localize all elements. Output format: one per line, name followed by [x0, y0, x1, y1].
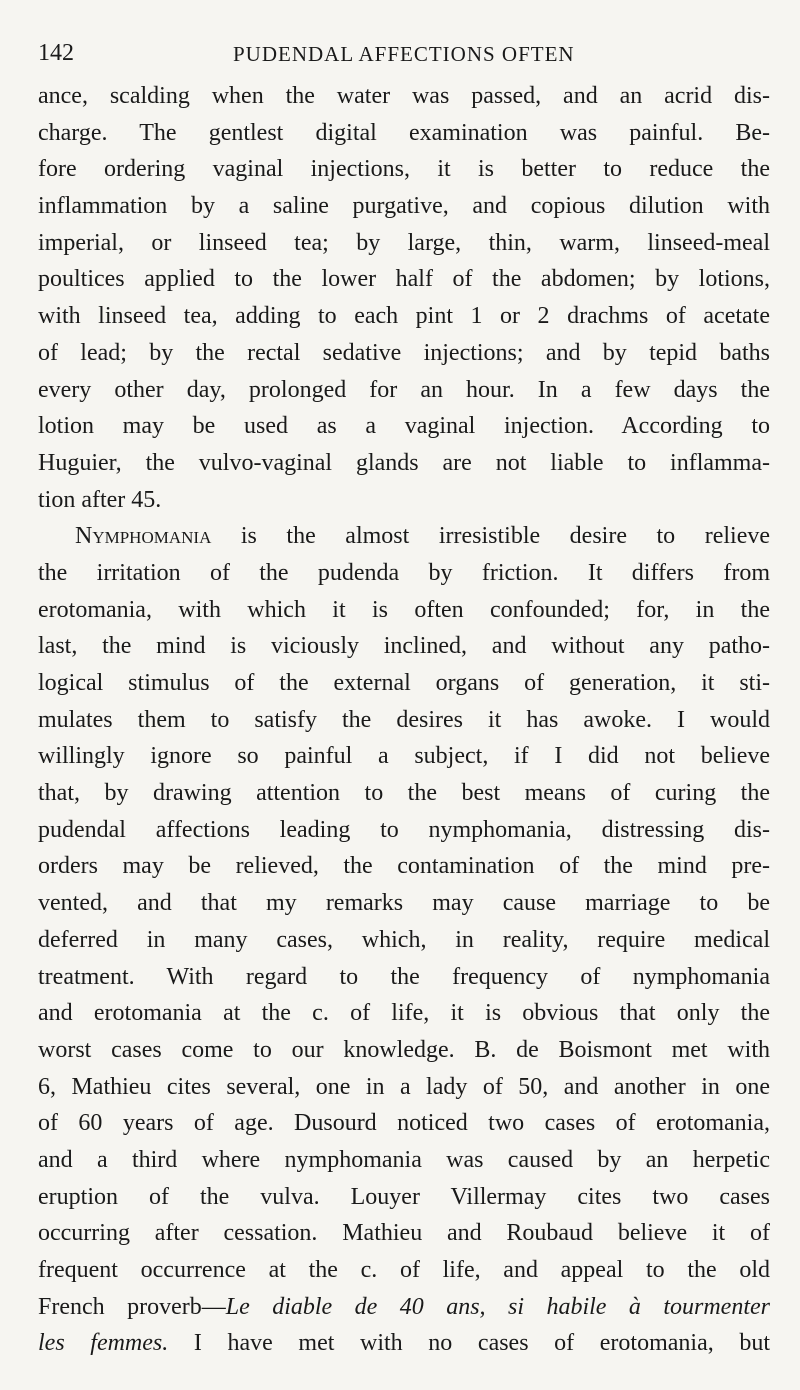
text-line: lotion may be used as a vaginal injection. According to	[38, 413, 770, 440]
text-line: poultices applied to the lower half of the abdomen; by lotions,	[38, 266, 770, 293]
text-line: frequent occurrence at the c. of life, and appeal to the old	[38, 1257, 770, 1283]
text-line: tion after 45.	[38, 486, 162, 513]
proverb-line	[38, 1289, 770, 1326]
text-line: deferred in many cases, which, in reality, require medical	[38, 926, 770, 953]
text-line: eruption of the vulva. Louyer Villermay cites two cases	[38, 1183, 770, 1210]
text-line: with linseed tea, adding to each pint 1 or 2 drachms of acetate	[38, 303, 770, 330]
text-line: and a third where nymphomania was caused by an herpetic	[38, 1146, 770, 1173]
text-line: that, by drawing attention to the best means of curing the	[38, 780, 770, 807]
text-line: treatment. With regard to the frequency of nymphomania	[38, 963, 770, 990]
page-number: 142	[38, 40, 74, 66]
paragraph-lead-term: Nymphomania	[75, 523, 212, 550]
text-line: Huguier, the vulvo-vaginal glands are not liable to inflamma-	[38, 449, 770, 476]
final-line	[38, 1325, 770, 1362]
text-line: willingly ignore so painful a subject, if I did not believe	[38, 743, 770, 770]
text-line: every other day, prolonged for an hour. In a few days the	[38, 376, 770, 403]
text-line: fore ordering vaginal injections, it is better to reduce the	[38, 156, 770, 183]
paragraph-first-text: is the almost irresistible desire to relieve	[240, 523, 771, 550]
text-line: occurring after cessation. Mathieu and Roubaud believe it of	[38, 1220, 770, 1247]
text-line: inflammation by a saline purgative, and copious dilution with	[38, 193, 770, 220]
page-header	[38, 40, 766, 72]
text-line: last, the mind is viciously inclined, and without any patho-	[38, 633, 770, 660]
text-line: vented, and that my remarks may cause marriage to be	[38, 890, 770, 917]
text-line: ance, scalding when the water was passed, and an acrid dis-	[38, 83, 770, 109]
text-line: logical stimulus of the external organs of generation, it sti-	[38, 670, 770, 696]
proverb-quote-end: les femmes.	[38, 1330, 169, 1357]
final-text: I have met with no cases of erotomania, but	[168, 1330, 771, 1357]
text-line: orders may be relieved, the contamination of the mind pre-	[38, 853, 770, 880]
page-body	[38, 78, 770, 1362]
text-line: imperial, or linseed tea; by large, thin, warm, linseed-meal	[38, 229, 770, 256]
running-title: PUDENDAL AFFECTIONS OFTEN	[233, 42, 575, 66]
proverb-quote: Le diable de 40 ans, si habile à tourmenter	[225, 1293, 770, 1320]
text-line: 6, Mathieu cites several, one in a lady of 50, and another in one	[38, 1073, 770, 1100]
paragraph-start	[38, 518, 770, 555]
text-line: erotomania, with which it is often confounded; for, in the	[38, 596, 770, 623]
text-line: worst cases come to our knowledge. B. de Boismont met with	[38, 1036, 770, 1063]
text-line: of lead; by the rectal sedative injections; and by tepid baths	[38, 339, 770, 366]
text-line: of 60 years of age. Dusourd noticed two cases of erotomania,	[38, 1110, 770, 1137]
text-line: and erotomania at the c. of life, it is obvious that only the	[38, 1000, 770, 1027]
text-line: charge. The gentlest digital examination was painful. Be-	[38, 119, 770, 146]
text-line: pudendal affections leading to nymphomania, distressing dis-	[38, 816, 770, 843]
text-line: the irritation of the pudenda by friction. It differs from	[38, 559, 770, 586]
text-line: mulates them to satisfy the desires it has awoke. I would	[38, 706, 770, 733]
proverb-intro: French proverb—	[38, 1293, 226, 1320]
